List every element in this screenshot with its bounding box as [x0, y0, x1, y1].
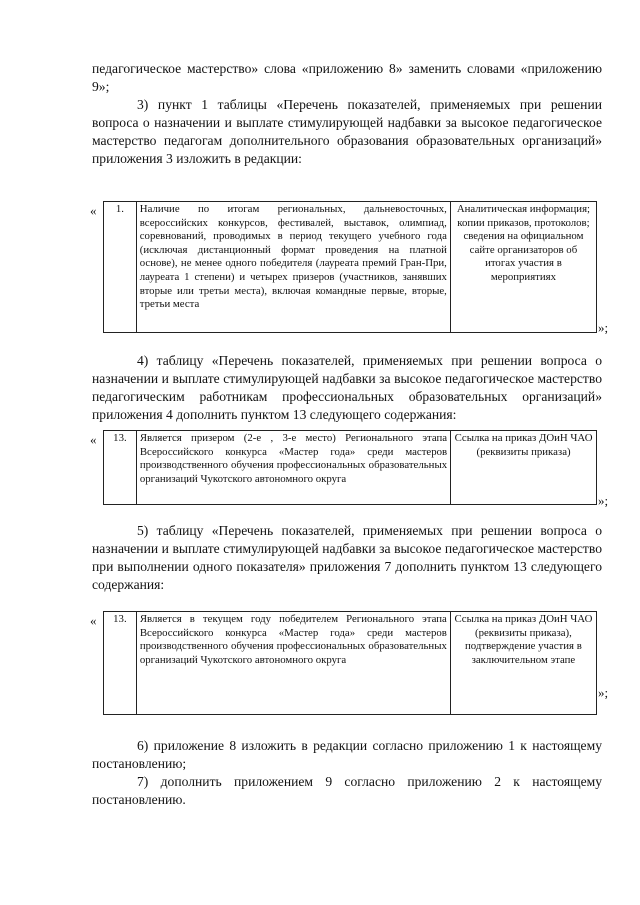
- close-quote: »;: [598, 320, 609, 335]
- indicator-text: Является в текущем году победителем Регионального этапа Всероссийского конкурса «Мастер года» среди мастеров производственного обучения профессиональных образовательных организаций Чукотского автономного округа: [136, 612, 450, 715]
- indicator-text: Наличие по итогам региональных, дальневосточных, всероссийских конкурсов, фестивалей, выставок, олимпиад, соревнований, проводимых в период текущего учебного года (исключая дистанционный формат проведения на платной основе), не менее одного победителя (лауреата премий Гран-При, лауреата 1 степени) и четырех призеров (участников, занявших вторые или третьи места), включая командные первые, вторые, третьи места: [136, 202, 450, 333]
- table-row: [104, 431, 597, 505]
- row-number: 1.: [104, 202, 137, 333]
- table-row: [104, 612, 597, 715]
- paragraph-item-7: 7) дополнить приложением 9 согласно приложению 2 к настоящему постановлению.: [92, 774, 602, 807]
- paragraph-intro: педагогическое мастерство» слова «приложению 8» заменить словами «приложению 9»;: [92, 61, 602, 94]
- document-requirement: Аналитическая информация; копии приказов, протоколов; сведения на официальном сайте организаторов об итогах участия в мероприятиях: [450, 202, 596, 333]
- close-quote: »;: [598, 685, 609, 700]
- row-number: 13.: [104, 431, 137, 505]
- paragraph-item-3: 3) пункт 1 таблицы «Перечень показателей, применяемых при решении вопроса о назначении и выплате стимулирующей надбавки за высокое педагогическое мастерство педагогам дополнительного образования образовательных организаций» приложения 3 изложить в редакции:: [92, 97, 602, 166]
- paragraph-item-5: 5) таблицу «Перечень показателей, применяемых при решении вопроса о назначении и выплате стимулирующей надбавки за высокое педагогическое мастерство при выполнении одного показателя» приложения 7 дополнить пунктом 13 следующего содержания:: [92, 523, 602, 592]
- open-quote: «: [90, 203, 97, 218]
- indicator-text: Является призером (2-е , 3-е место) Регионального этапа Всероссийского конкурса «Мастер года» среди мастеров производственного обучения профессиональных образовательных организаций Чукотского автономного округа: [136, 431, 450, 505]
- row-number: 13.: [104, 612, 137, 715]
- table-item-13-prizewinner: [103, 430, 597, 505]
- open-quote: «: [90, 432, 97, 447]
- document-requirement: Ссылка на приказ ДОиН ЧАО (реквизиты приказа), подтверждение участия в заключительном этапе: [450, 612, 596, 715]
- paragraph-item-4: 4) таблицу «Перечень показателей, применяемых при решении вопроса о назначении и выплате стимулирующей надбавки за высокое педагогическое мастерство педагогическим работникам профессиональных образовательных организаций» приложения 4 дополнить пунктом 13 следующего содержания:: [92, 353, 602, 422]
- table-item-13-winner: [103, 611, 597, 715]
- close-quote: »;: [598, 493, 609, 508]
- open-quote: «: [90, 613, 97, 628]
- document-requirement: Ссылка на приказ ДОиН ЧАО (реквизиты приказа): [451, 431, 597, 505]
- paragraph-item-6: 6) приложение 8 изложить в редакции согласно приложению 1 к настоящему постановлению;: [92, 738, 602, 771]
- table-row: [104, 202, 597, 333]
- table-item-1: [103, 201, 597, 333]
